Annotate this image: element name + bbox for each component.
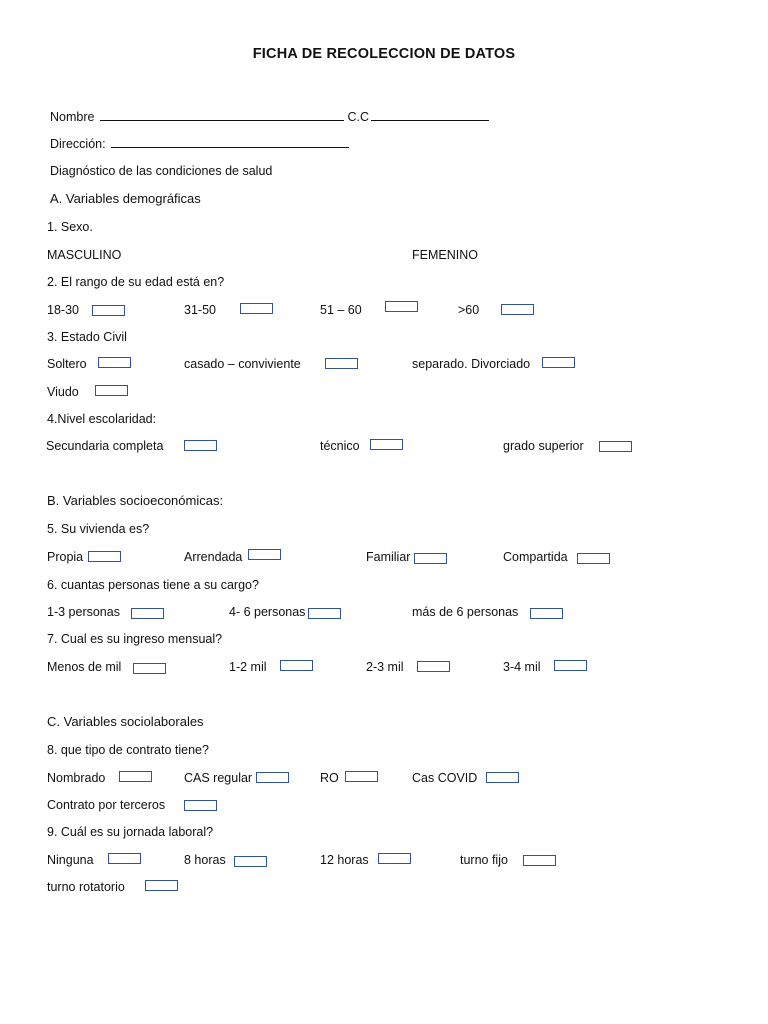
- direccion-field[interactable]: [111, 136, 349, 148]
- q6-option-label: 4- 6 personas: [229, 605, 306, 619]
- q5-option-label: Compartida: [503, 550, 568, 564]
- q8-checkbox-ro[interactable]: [345, 771, 378, 782]
- nombre-label: Nombre: [50, 110, 95, 124]
- q2-question: 2. El rango de su edad está en?: [47, 275, 225, 289]
- cc-label: C.C: [347, 110, 369, 124]
- direccion-row: [50, 136, 349, 152]
- q4-option-label: grado superior: [503, 439, 584, 453]
- q2-checkbox-31-50[interactable]: [240, 303, 273, 314]
- nombre-row: [50, 109, 489, 125]
- nombre-field[interactable]: [100, 109, 344, 121]
- q7-checkbox-2-3-mil[interactable]: [417, 661, 450, 672]
- q2-option-label: 51 – 60: [320, 303, 362, 317]
- q7-checkbox-1-2-mil[interactable]: [280, 660, 313, 671]
- q8-option-label: Nombrado: [47, 771, 106, 785]
- q8-option-label: Cas COVID: [412, 771, 478, 785]
- q7-checkbox-menos-mil[interactable]: [133, 663, 166, 674]
- q3-option-label: casado – conviviente: [184, 357, 301, 371]
- q8-question: 8. que tipo de contrato tiene?: [47, 743, 209, 757]
- q3-question: 3. Estado Civil: [47, 330, 127, 344]
- form-title: FICHA DE RECOLECCION DE DATOS: [252, 46, 516, 62]
- q5-option-label: Propia: [47, 550, 84, 564]
- q1-option-femenino: FEMENINO: [412, 248, 478, 262]
- q7-option-label: 1-2 mil: [229, 660, 267, 674]
- q8-option-label: CAS regular: [184, 771, 253, 785]
- q6-checkbox-mas-6[interactable]: [530, 608, 563, 619]
- q1-question: 1. Sexo.: [47, 220, 93, 234]
- q6-option-label: más de 6 personas: [412, 605, 519, 619]
- q4-option-label: Secundaria completa: [46, 439, 164, 453]
- q5-question: 5. Su vivienda es?: [47, 522, 150, 536]
- q8-checkbox-cas-covid[interactable]: [486, 772, 519, 783]
- q3-checkbox-casado[interactable]: [325, 358, 358, 369]
- q7-option-label: 3-4 mil: [503, 660, 541, 674]
- q5-option-label: Arrendada: [184, 550, 243, 564]
- q9-checkbox-turno-rotatorio[interactable]: [145, 880, 178, 891]
- q3-option-label: separado. Divorciado: [412, 357, 531, 371]
- q2-checkbox-51-60[interactable]: [385, 301, 418, 312]
- q4-checkbox-tecnico[interactable]: [370, 439, 403, 450]
- q5-checkbox-familiar[interactable]: [414, 553, 447, 564]
- q2-option-label: 18-30: [47, 303, 79, 317]
- q2-checkbox-over-60[interactable]: [501, 304, 534, 315]
- q8-checkbox-cas-regular[interactable]: [256, 772, 289, 783]
- q8-checkbox-nombrado[interactable]: [119, 771, 152, 782]
- q9-checkbox-turno-fijo[interactable]: [523, 855, 556, 866]
- q1-option-masculino: MASCULINO: [47, 248, 122, 262]
- q9-option-label: turno rotatorio: [47, 880, 125, 894]
- q3-checkbox-viudo[interactable]: [95, 385, 128, 396]
- q6-question: 6. cuantas personas tiene a su cargo?: [47, 578, 259, 592]
- diagnostico-label: Diagnóstico de las condiciones de salud: [50, 164, 273, 178]
- q3-checkbox-soltero[interactable]: [98, 357, 131, 368]
- q8-checkbox-terceros[interactable]: [184, 800, 217, 811]
- q9-option-label: Ninguna: [47, 853, 94, 867]
- q5-checkbox-arrendada[interactable]: [248, 549, 281, 560]
- q7-option-label: 2-3 mil: [366, 660, 404, 674]
- q9-option-label: turno fijo: [460, 853, 508, 867]
- q4-checkbox-secundaria[interactable]: [184, 440, 217, 451]
- q5-checkbox-compartida[interactable]: [577, 553, 610, 564]
- q6-checkbox-1-3[interactable]: [131, 608, 164, 619]
- q6-checkbox-4-6[interactable]: [308, 608, 341, 619]
- q8-option-label: Contrato por terceros: [47, 798, 166, 812]
- q3-option-label: Soltero: [47, 357, 87, 371]
- q9-checkbox-8-horas[interactable]: [234, 856, 267, 867]
- q2-option-label: >60: [458, 303, 480, 317]
- q2-option-label: 31-50: [184, 303, 216, 317]
- section-c-title: C. Variables sociolaborales: [47, 714, 204, 729]
- q9-checkbox-12-horas[interactable]: [378, 853, 411, 864]
- section-b-title: B. Variables socioeconómicas:: [47, 493, 224, 508]
- q8-option-label: RO: [320, 771, 339, 785]
- q4-question: 4.Nivel escolaridad:: [47, 412, 157, 426]
- q5-checkbox-propia[interactable]: [88, 551, 121, 562]
- section-a-title: A. Variables demográficas: [50, 191, 201, 206]
- q4-option-label: técnico: [320, 439, 360, 453]
- q9-question: 9. Cuál es su jornada laboral?: [47, 825, 214, 839]
- q3-option-label: Viudo: [47, 385, 79, 399]
- cc-field[interactable]: [371, 109, 489, 121]
- q7-question: 7. Cual es su ingreso mensual?: [47, 632, 223, 646]
- q6-option-label: 1-3 personas: [47, 605, 120, 619]
- q3-checkbox-separado[interactable]: [542, 357, 575, 368]
- q5-option-label: Familiar: [366, 550, 411, 564]
- q9-option-label: 12 horas: [320, 853, 369, 867]
- q9-option-label: 8 horas: [184, 853, 226, 867]
- q7-option-label: Menos de mil: [47, 660, 122, 674]
- direccion-label: Dirección:: [50, 137, 106, 151]
- q4-checkbox-superior[interactable]: [599, 441, 632, 452]
- q9-checkbox-ninguna[interactable]: [108, 853, 141, 864]
- q7-checkbox-3-4-mil[interactable]: [554, 660, 587, 671]
- q2-checkbox-18-30[interactable]: [92, 305, 125, 316]
